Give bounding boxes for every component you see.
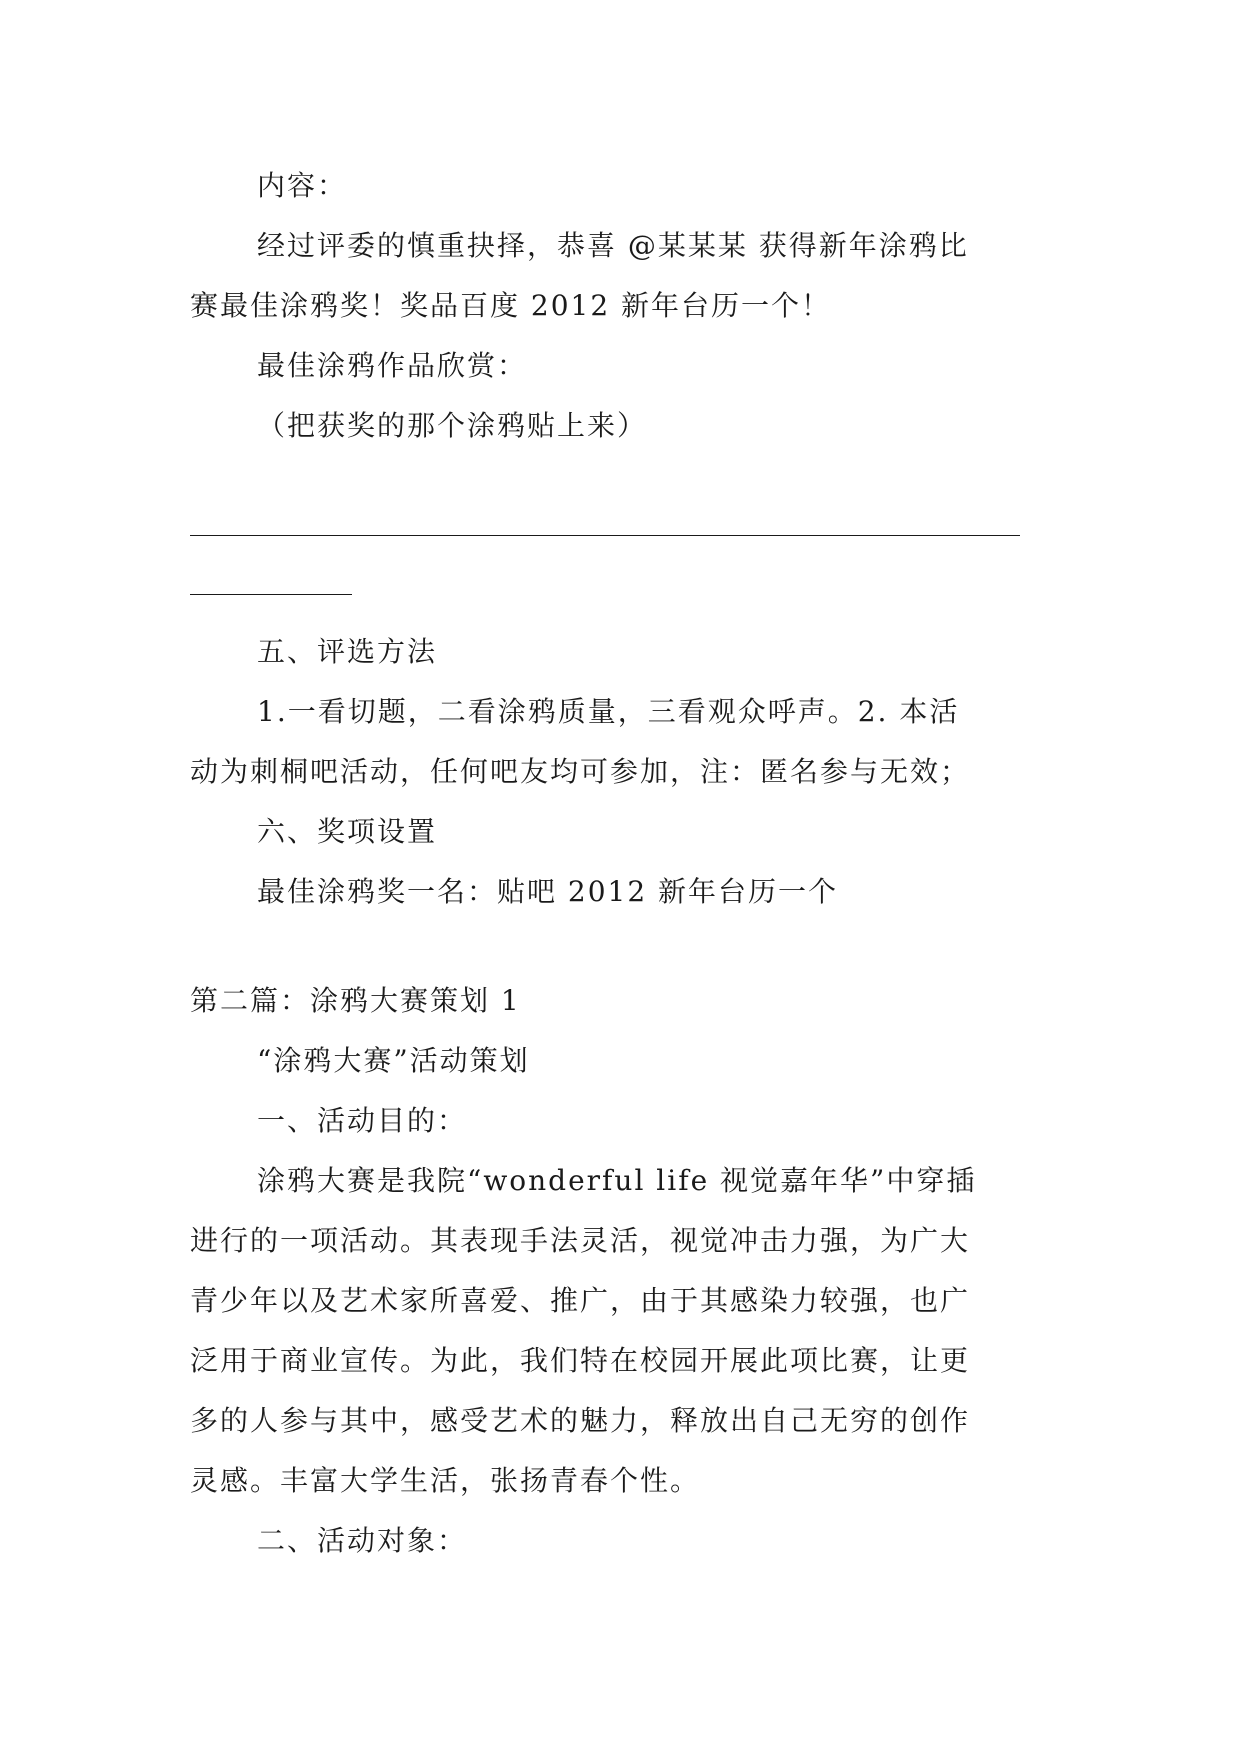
chapter-title: 第二篇：涂鸦大赛策划 1 [190, 984, 521, 1017]
award-line: 最佳涂鸦奖一名：贴吧 2012 新年台历一个 [257, 875, 839, 908]
section-five-heading: 五、评选方法 [257, 635, 438, 668]
section-five-line-1: 1.一看切题，二看涂鸦质量，三看观众呼声。2. 本活 [257, 695, 960, 728]
showcase-label: 最佳涂鸦作品欣赏： [257, 349, 528, 382]
goal-paragraph-line: 泛用于商业宣传。为此，我们特在校园开展此项比赛，让更 [190, 1344, 971, 1377]
separator-rule-short [190, 594, 352, 595]
separator-rule-long [190, 535, 1020, 536]
goal-paragraph-line: 涂鸦大赛是我院“wonderful life 视觉嘉年华”中穿插 [257, 1164, 977, 1197]
goal-paragraph-line: 多的人参与其中，感受艺术的魅力，释放出自己无穷的创作 [190, 1404, 971, 1437]
goal-heading: 一、活动目的： [257, 1104, 468, 1137]
announcement-line-2: 赛最佳涂鸦奖！奖品百度 2012 新年台历一个！ [190, 289, 832, 322]
target-heading: 二、活动对象： [257, 1524, 468, 1557]
section-five-line-2: 动为刺桐吧活动，任何吧友均可参加，注：匿名参与无效； [190, 755, 971, 788]
goal-paragraph-line: 进行的一项活动。其表现手法灵活，视觉冲击力强，为广大 [190, 1224, 971, 1257]
placeholder-note: （把获奖的那个涂鸦贴上来） [257, 409, 648, 442]
content-label: 内容： [257, 169, 348, 202]
chapter-subtitle: “涂鸦大赛”活动策划 [257, 1044, 530, 1077]
goal-paragraph-line: 青少年以及艺术家所喜爱、推广，由于其感染力较强，也广 [190, 1284, 971, 1317]
announcement-line-1: 经过评委的慎重抉择，恭喜 @某某某 获得新年涂鸦比 [257, 229, 969, 262]
section-six-heading: 六、奖项设置 [257, 815, 438, 848]
goal-paragraph-line: 灵感。丰富大学生活，张扬青春个性。 [190, 1464, 701, 1497]
